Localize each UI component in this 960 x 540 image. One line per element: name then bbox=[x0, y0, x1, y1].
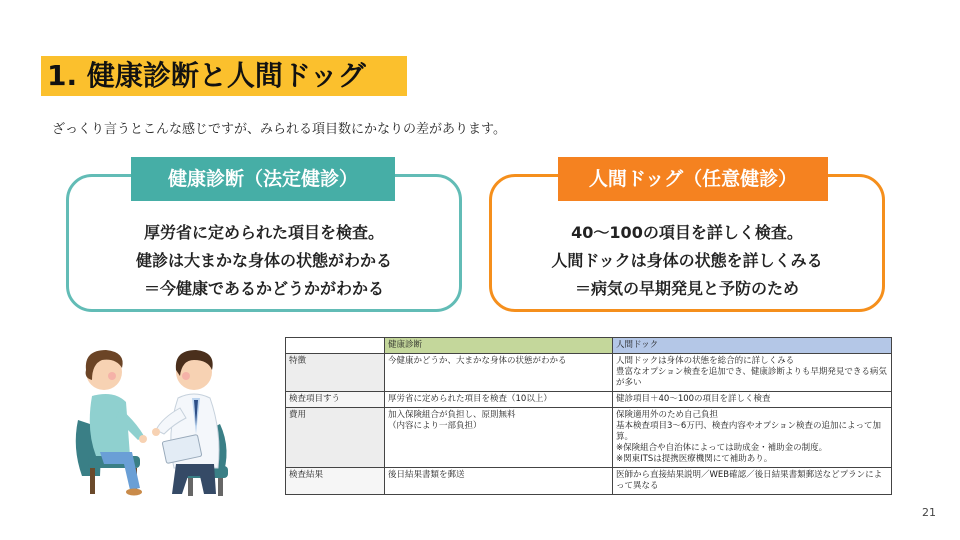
doctor-patient-illustration bbox=[70, 338, 250, 500]
card-line: 厚労省に定められた項目を検査。 bbox=[143, 223, 384, 242]
table-cell bbox=[613, 468, 892, 495]
table-cell bbox=[613, 408, 892, 468]
table-header-cell bbox=[286, 338, 385, 354]
row-label: 検査項目すう bbox=[286, 392, 385, 408]
table-row bbox=[286, 468, 892, 495]
table-row bbox=[286, 408, 892, 468]
table-row bbox=[286, 392, 892, 408]
cell-line: ※保険組合や自治体によっては助成金・補助金の制度。 bbox=[616, 443, 828, 453]
table-header-cell: 人間ドック bbox=[613, 338, 892, 354]
human-dock-card-body bbox=[492, 219, 882, 303]
table-header-row bbox=[286, 338, 892, 354]
table-cell bbox=[385, 468, 613, 495]
cell-line: 医師から直接結果説明／WEB確認／後日結果書類郵送などプランによって異なる bbox=[616, 470, 883, 491]
table-cell bbox=[385, 354, 613, 392]
cell-line: （内容により一部負担） bbox=[388, 421, 482, 431]
cell-line: 豊富なオプション検査を追加でき、健康診断よりも早期発見できる病気が多い bbox=[616, 367, 887, 388]
cell-line: 健診項目＋40〜100の項目を詳しく検査 bbox=[616, 394, 771, 404]
cell-line: 基本検査項目3〜6万円、検査内容やオプション検査の追加によって加算。 bbox=[616, 421, 882, 442]
slide-subtitle: ざっくり言うとこんな感じですが、みられる項目数にかなりの差があります。 bbox=[52, 122, 506, 137]
table-header-cell: 健康診断 bbox=[385, 338, 613, 354]
health-checkup-card-label: 健康診断（法定健診） bbox=[131, 157, 395, 201]
card-line: ＝病気の早期発見と予防のため bbox=[574, 279, 799, 298]
cell-line: 後日結果書類を郵送 bbox=[388, 470, 465, 480]
row-label: 費用 bbox=[286, 408, 385, 468]
human-dock-card-label: 人間ドッグ（任意健診） bbox=[558, 157, 828, 201]
table-cell bbox=[385, 392, 613, 408]
card-line: 人間ドックは身体の状態を詳しくみる bbox=[551, 251, 823, 270]
card-line: ＝今健康であるかどうかがわかる bbox=[143, 279, 384, 298]
cell-line: 加入保険組合が負担し、原則無料 bbox=[388, 410, 516, 420]
card-line: 40〜100の項目を詳しく検査。 bbox=[571, 223, 803, 242]
cell-line: ※関東ITSは提携医療機関にて補助あり。 bbox=[616, 454, 773, 464]
slide-title: 1. 健康診断と人間ドッグ bbox=[41, 56, 407, 96]
cell-line: 今健康かどうか、大まかな身体の状態がわかる bbox=[388, 356, 567, 366]
table-cell bbox=[385, 408, 613, 468]
card-line: 健診は大まかな身体の状態がわかる bbox=[135, 251, 392, 270]
comparison-table bbox=[285, 337, 892, 495]
cell-line: 保険適用外のため自己負担 bbox=[616, 410, 719, 420]
health-checkup-card-body bbox=[69, 219, 459, 303]
page-number: 21 bbox=[922, 506, 936, 519]
health-checkup-card bbox=[66, 168, 462, 312]
table-cell bbox=[613, 392, 892, 408]
cell-line: 人間ドックは身体の状態を総合的に詳しくみる bbox=[616, 356, 795, 366]
cell-line: 厚労省に定められた項目を検査（10以上） bbox=[388, 394, 552, 404]
table-row bbox=[286, 354, 892, 392]
row-label: 検査結果 bbox=[286, 468, 385, 495]
row-label: 特徴 bbox=[286, 354, 385, 392]
human-dock-card bbox=[489, 168, 885, 312]
table-cell bbox=[613, 354, 892, 392]
